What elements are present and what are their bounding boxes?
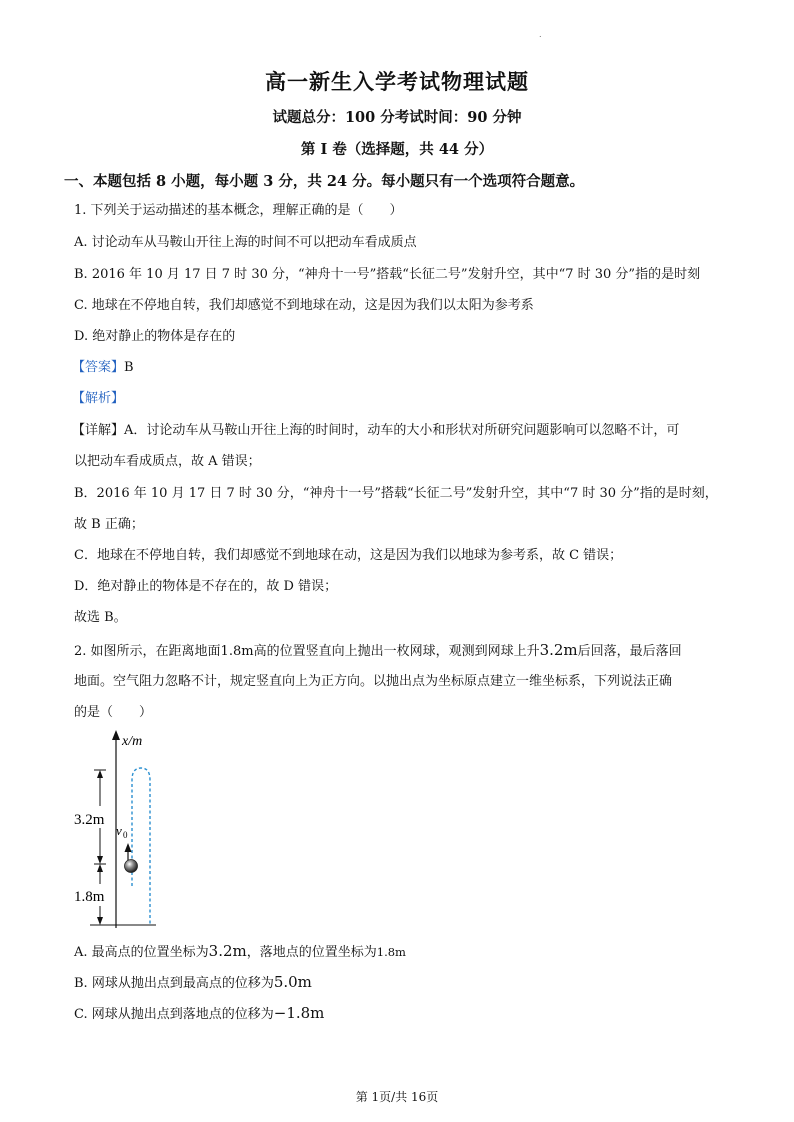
upper-arrowhead-up bbox=[97, 770, 103, 778]
q2-option-c-text: C. 网球从抛出点到落地点的位移为 bbox=[74, 1007, 274, 1022]
lower-arrowhead-up bbox=[97, 864, 103, 872]
answer-tag: 【答案】 bbox=[72, 360, 125, 375]
upper-height-label: 3.2m bbox=[74, 812, 105, 828]
q2-stem-part-a: 2. 如图所示，在距离地面 bbox=[74, 644, 221, 659]
q2-stem-line-3: 的是（ ） bbox=[74, 705, 153, 720]
velocity-label: v bbox=[116, 823, 122, 838]
q2-stem-part-c: 后回落，最后落回 bbox=[577, 644, 682, 659]
detail-line-7: 故选 B。 bbox=[74, 610, 127, 625]
q2-stem-line-1 bbox=[74, 640, 682, 662]
trajectory-path bbox=[132, 768, 150, 924]
q2-option-a-text-2: ，落地点的位置坐标为 bbox=[246, 945, 377, 960]
answer-value: B bbox=[124, 360, 134, 375]
trajectory-figure bbox=[70, 728, 170, 930]
q2-height-1: 1.8m bbox=[220, 644, 254, 659]
q2-stem-line-2: 地面。空气阻力忽略不计，规定竖直向上为正方向。以抛出点为坐标原点建立一维坐标系，下列说法正确 bbox=[74, 674, 673, 689]
q1-option-a: A. 讨论动车从马鞍山开往上海的时间不可以把动车看成质点 bbox=[74, 235, 417, 250]
header-dot: . bbox=[539, 30, 542, 39]
upper-arrowhead-down bbox=[97, 856, 103, 864]
q2-stem-part-b: 高的位置竖直向上抛出一枚网球，观测到网球上升 bbox=[253, 644, 540, 659]
q2-option-a-value-1: 3.2m bbox=[208, 942, 247, 960]
section-heading: 一、本题包括 8 小题，每小题 3 分，共 24 分。每小题只有一个选项符合题意。 bbox=[64, 173, 585, 190]
page-title: 高一新生入学考试物理试题 bbox=[265, 69, 529, 94]
detail-tag: 【详解】 bbox=[72, 423, 125, 438]
q2-option-c bbox=[74, 1003, 324, 1025]
exam-info: 试题总分：100 分考试时间：90 分钟 bbox=[272, 109, 522, 126]
q2-option-b bbox=[74, 972, 312, 994]
page-footer: 第 1页/共 16页 bbox=[355, 1090, 439, 1104]
velocity-arrowhead bbox=[125, 843, 132, 852]
q1-stem: 1. 下列关于运动描述的基本概念，理解正确的是（ ） bbox=[74, 203, 403, 218]
detail-line-5: C．地球在不停地自转，我们却感觉不到地球在动，这是因为我们以地球为参考系，故 C 错误； bbox=[74, 548, 623, 563]
q2-option-a-text-1: A. 最高点的位置坐标为 bbox=[74, 945, 209, 960]
q2-option-a bbox=[74, 941, 406, 963]
lower-arrowhead-down bbox=[97, 917, 103, 925]
analysis-tag: 【解析】 bbox=[72, 391, 125, 406]
detail-line-1 bbox=[72, 421, 679, 441]
x-axis-arrow bbox=[112, 730, 120, 740]
velocity-subscript: 0 bbox=[123, 830, 128, 840]
q2-height-2: 3.2m bbox=[539, 641, 578, 659]
q1-answer bbox=[72, 358, 134, 378]
detail-line-4: 故 B 正确； bbox=[74, 517, 144, 532]
q1-option-d: D. 绝对静止的物体是存在的 bbox=[74, 329, 236, 344]
q1-option-c: C. 地球在不停地自转，我们却感觉不到地球在动，这是因为我们以太阳为参考系 bbox=[74, 298, 534, 313]
detail-line-6: D．绝对静止的物体是不存在的，故 D 错误； bbox=[74, 579, 338, 594]
detail-line-3: B．2016 年 10 月 17 日 7 时 30 分，“神舟十一号”搭载“长征二号”发射升空，其中“7 时 30 分”指的是时刻， bbox=[74, 486, 718, 501]
detail-text: A．讨论动车从马鞍山开往上海的时间时，动车的大小和形状对所研究问题影响可以忽略不计，可 bbox=[124, 423, 680, 438]
q2-option-b-text: B. 网球从抛出点到最高点的位移为 bbox=[74, 976, 274, 991]
q2-option-c-value: −1.8m bbox=[273, 1004, 325, 1022]
q2-option-b-value: 5.0m bbox=[273, 973, 312, 991]
volume-heading: 第 Ⅰ 卷（选择题，共 44 分） bbox=[300, 141, 494, 158]
tennis-ball bbox=[125, 860, 138, 873]
q1-option-b: B. 2016 年 10 月 17 日 7 时 30 分，“神舟十一号”搭载“长征二号”发射升空，其中“7 时 30 分”指的是时刻 bbox=[74, 267, 701, 282]
detail-line-2: 以把动车看成质点，故 A 错误； bbox=[74, 454, 261, 469]
axis-label: x/m bbox=[122, 734, 143, 749]
q2-option-a-value-2: 1.8m bbox=[376, 945, 406, 959]
lower-height-label: 1.8m bbox=[74, 889, 105, 905]
